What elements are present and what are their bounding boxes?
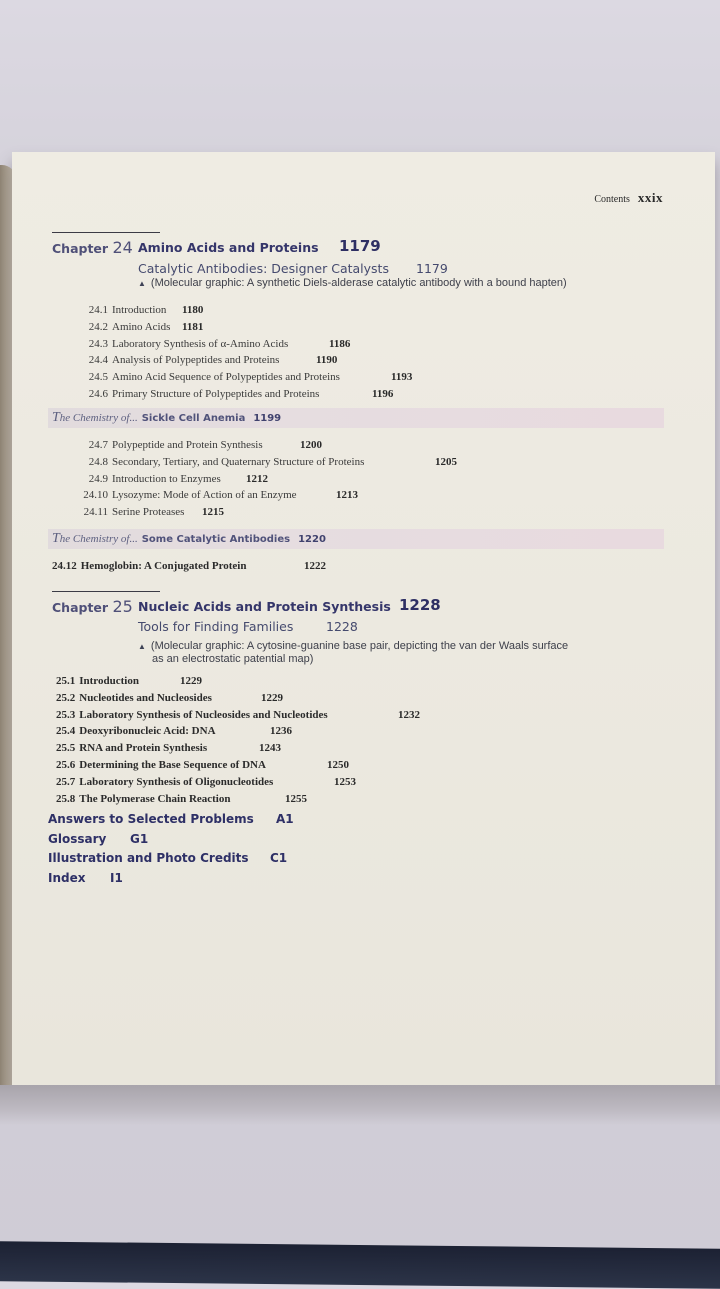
chapter-divider [52, 232, 160, 233]
box-prefix: The Chemistry of... [52, 531, 138, 546]
back-matter-list [48, 812, 294, 890]
feature-title: Tools for Finding Families [138, 619, 294, 634]
chapter-label: Chapter 24 [52, 238, 133, 257]
box-topic: Sickle Cell Anemia [141, 413, 246, 424]
chapter-24-sections-c [52, 558, 326, 575]
running-head-label: Contents [594, 194, 630, 205]
chapter-divider [52, 591, 160, 592]
chapter-25-heading [52, 596, 441, 616]
box-page: 1220 [298, 534, 326, 545]
chapter-24-heading [52, 237, 381, 257]
triangle-up-icon: ▲ [138, 642, 146, 651]
box-page: 1199 [253, 413, 282, 424]
toc-entry[interactable]: 25.7 Laboratory Synthesis of Oligonucleotides 1253 [56, 775, 356, 788]
box-topic: Some Catalytic Antibodies [141, 534, 291, 545]
chapter-24-sections-b [48, 437, 457, 521]
toc-entry[interactable]: 24.10 Lysozyme: Mode of Action of an Enzyme 1213 [83, 489, 358, 502]
toc-entry[interactable]: 24.2 Amino Acids 1181 [88, 320, 204, 333]
toc-entry[interactable]: 24.3 Laboratory Synthesis of α-Amino Acids 1186 [88, 337, 351, 350]
triangle-up-icon: ▲ [138, 279, 146, 288]
chapter-label: Chapter 25 [52, 597, 133, 616]
toc-entry[interactable]: 24.6 Primary Structure of Polypeptides and Proteins 1196 [88, 387, 394, 400]
back-matter-index[interactable]: Index I1 [48, 870, 123, 885]
chapter-24-caption: ▲ (Molecular graphic: A synthetic Diels-alderase catalytic antibody with a bound hapten) [138, 277, 567, 289]
feature-page: 1228 [326, 619, 358, 634]
running-head [594, 190, 663, 206]
chemistry-of-box-catalytic-antibodies[interactable] [48, 529, 664, 549]
chapter-title: Amino Acids and Proteins [138, 240, 319, 255]
toc-entry[interactable]: 25.6 Determining the Base Sequence of DNA 1250 [56, 758, 349, 771]
table-edge [0, 1241, 720, 1289]
feature-page: 1179 [416, 261, 448, 276]
box-prefix: The Chemistry of... [52, 410, 138, 425]
toc-entry[interactable]: 25.1 Introduction 1229 [56, 675, 202, 687]
toc-entry[interactable]: 24.1 Introduction 1180 [88, 304, 204, 316]
chapter-25-caption: ▲ (Molecular graphic: A cytosine-guanine base pair, depicting the van der Waals surface as an electrostatic patential map) [138, 640, 569, 665]
chapter-page: 1179 [339, 237, 381, 255]
page-shadow [0, 1085, 720, 1125]
page-number: xxix [637, 190, 663, 205]
back-matter-credits[interactable]: Illustration and Photo Credits C1 [48, 851, 288, 865]
chapter-page: 1228 [399, 596, 441, 614]
chapter-24-sections-a [48, 302, 413, 403]
toc-entry[interactable]: 25.5 RNA and Protein Synthesis 1243 [56, 742, 281, 755]
toc-entry[interactable]: 24.5 Amino Acid Sequence of Polypeptides and Proteins 1193 [88, 371, 413, 384]
toc-entry[interactable]: 24.12 Hemoglobin: A Conjugated Protein 1222 [52, 560, 326, 572]
toc-entry[interactable]: 25.2 Nucleotides and Nucleosides 1229 [56, 691, 283, 704]
toc-entry[interactable]: 24.11 Serine Proteases 1215 [83, 506, 224, 519]
toc-entry[interactable]: 24.4 Analysis of Polypeptides and Proteins 1190 [88, 354, 338, 367]
chapter-25-sections [56, 673, 420, 807]
feature-title: Catalytic Antibodies: Designer Catalysts [138, 261, 389, 276]
chapter-25-feature [138, 619, 358, 634]
toc-entry[interactable]: 25.4 Deoxyribonucleic Acid: DNA 1236 [56, 725, 292, 738]
toc-entry[interactable]: 24.8 Secondary, Tertiary, and Quaternary Structure of Proteins 1205 [88, 455, 457, 468]
chapter-title: Nucleic Acids and Protein Synthesis [138, 599, 391, 614]
chemistry-of-box-sickle-cell[interactable] [48, 408, 664, 428]
book-page [12, 152, 715, 1087]
toc-entry[interactable]: 25.8 The Polymerase Chain Reaction 1255 [56, 792, 307, 805]
back-matter-answers[interactable]: Answers to Selected Problems A1 [48, 812, 294, 826]
toc-entry[interactable]: 25.3 Laboratory Synthesis of Nucleosides and Nucleotides 1232 [56, 708, 420, 721]
toc-entry[interactable]: 24.9 Introduction to Enzymes 1212 [88, 472, 268, 485]
back-matter-glossary[interactable]: Glossary G1 [48, 831, 149, 846]
toc-entry[interactable]: 24.7 Polypeptide and Protein Synthesis 1200 [88, 439, 322, 451]
chapter-24-feature [138, 261, 448, 276]
